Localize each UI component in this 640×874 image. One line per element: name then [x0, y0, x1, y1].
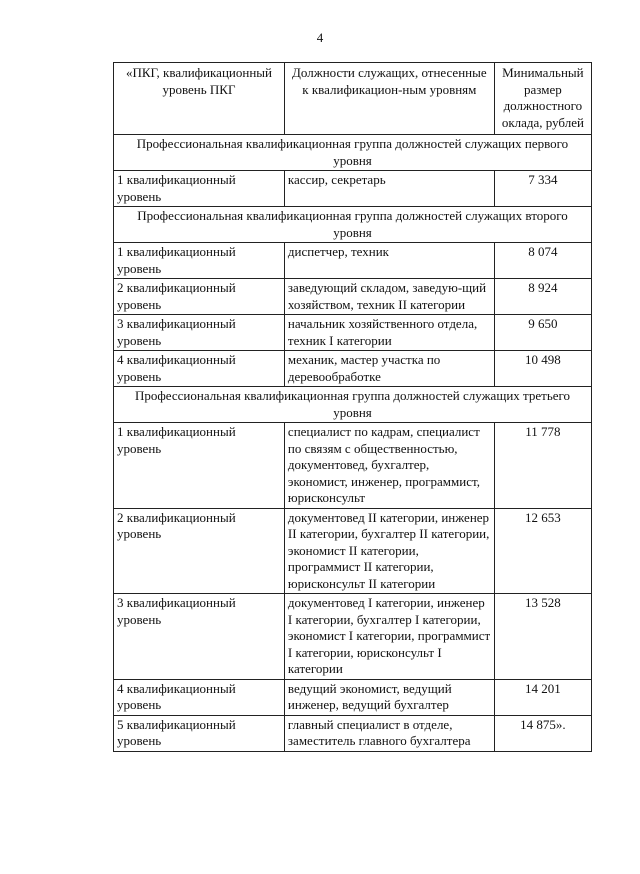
positions-cell: механик, мастер участка по деревообработке	[284, 351, 494, 387]
positions-cell: кассир, секретарь	[284, 171, 494, 207]
level-cell: 1 квалификационный уровень	[114, 423, 285, 509]
table-row	[114, 423, 592, 509]
group-header-row	[114, 135, 592, 171]
group-title: Профессиональная квалификационная группа должностей служащих первого уровня	[114, 135, 592, 171]
group-title: Профессиональная квалификационная группа должностей служащих второго уровня	[114, 207, 592, 243]
salary-cell: 12 653	[494, 508, 591, 594]
table-row	[114, 279, 592, 315]
table-row	[114, 351, 592, 387]
salary-cell: 13 528	[494, 594, 591, 680]
salary-cell: 8 924	[494, 279, 591, 315]
table-row	[114, 594, 592, 680]
positions-cell: заведующий складом, заведую-щий хозяйством, техник II категории	[284, 279, 494, 315]
page-number: 4	[316, 30, 324, 45]
table-row	[114, 171, 592, 207]
salary-cell: 11 778	[494, 423, 591, 509]
positions-cell: диспетчер, техник	[284, 243, 494, 279]
table-row	[114, 315, 592, 351]
salary-cell: 10 498	[494, 351, 591, 387]
salary-table	[113, 62, 592, 752]
positions-cell: специалист по кадрам, специалист по связям с общественностью, документовед, бухгалтер, экономист, инженер, программист, юрисконсульт	[284, 423, 494, 509]
level-cell: 2 квалификационный уровень	[114, 508, 285, 594]
salary-cell: 8 074	[494, 243, 591, 279]
salary-cell: 9 650	[494, 315, 591, 351]
table-row	[114, 508, 592, 594]
level-cell: 1 квалификационный уровень	[114, 243, 285, 279]
header-salary: Минимальный размер должностного оклада, рублей	[494, 63, 591, 135]
positions-cell: ведущий экономист, ведущий инженер, ведущий бухгалтер	[284, 679, 494, 715]
positions-cell: главный специалист в отделе, заместитель главного бухгалтера	[284, 715, 494, 751]
level-cell: 3 квалификационный уровень	[114, 594, 285, 680]
group-title: Профессиональная квалификационная группа должностей служащих третьего уровня	[114, 387, 592, 423]
table-body	[114, 135, 592, 752]
salary-cell: 14 875».	[494, 715, 591, 751]
group-header-row	[114, 207, 592, 243]
level-cell: 5 квалификационный уровень	[114, 715, 285, 751]
salary-cell: 7 334	[494, 171, 591, 207]
table-row	[114, 715, 592, 751]
positions-cell: документовед II категории, инженер II категории, бухгалтер II категории, экономист II категории, программист II категории, юрисконсульт II категории	[284, 508, 494, 594]
level-cell: 2 квалификационный уровень	[114, 279, 285, 315]
table-row	[114, 243, 592, 279]
level-cell: 4 квалификационный уровень	[114, 351, 285, 387]
table-row	[114, 679, 592, 715]
positions-cell: начальник хозяйственного отдела, техник I категории	[284, 315, 494, 351]
level-cell: 1 квалификационный уровень	[114, 171, 285, 207]
salary-cell: 14 201	[494, 679, 591, 715]
header-positions: Должности служащих, отнесенные к квалификацион-ным уровням	[284, 63, 494, 135]
positions-cell: документовед I категории, инженер I категории, бухгалтер I категории, экономист I категории, программист I категории, юрисконсульт I категории	[284, 594, 494, 680]
group-header-row	[114, 387, 592, 423]
header-level: «ПКГ, квалификационный уровень ПКГ	[114, 63, 285, 135]
table-header-row	[114, 63, 592, 135]
level-cell: 4 квалификационный уровень	[114, 679, 285, 715]
level-cell: 3 квалификационный уровень	[114, 315, 285, 351]
